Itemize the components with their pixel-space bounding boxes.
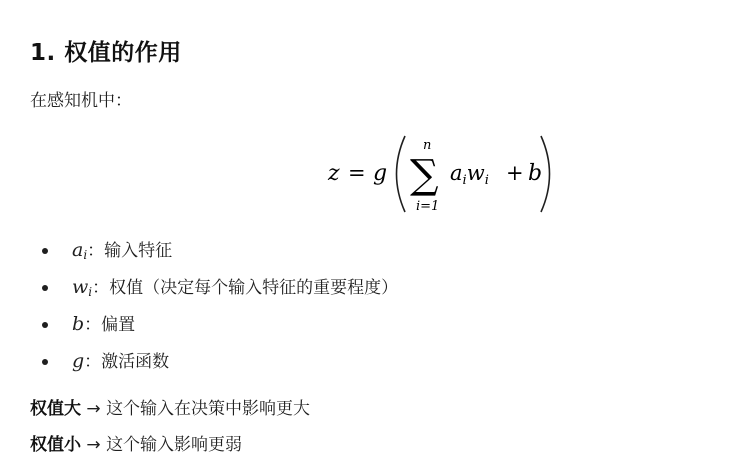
- list-item: [30, 232, 398, 269]
- variable-symbol: g: [72, 350, 85, 372]
- conclusion-text: 这个输入影响更弱: [106, 435, 243, 455]
- section-heading: 1. 权值的作用: [30, 40, 182, 66]
- perceptron-formula: [326, 130, 566, 216]
- formula-func: g: [373, 161, 388, 186]
- variable-description: ：偏置: [84, 315, 136, 335]
- list-item: [30, 306, 398, 343]
- list-item: [30, 269, 398, 306]
- variable-description: ：输入特征: [87, 241, 173, 261]
- conclusion-small-weight: [30, 430, 242, 455]
- formula-lhs: z: [328, 161, 340, 186]
- svg-text:aiwi: [450, 161, 489, 188]
- variable-description: ：权值（决定每个输入特征的重要程度）: [92, 278, 399, 298]
- formula-plus: +: [506, 161, 524, 185]
- intro-text: 在感知机中：: [30, 91, 132, 111]
- term-w: w: [466, 161, 485, 185]
- sum-upper-limit: n: [423, 138, 432, 153]
- variable-symbol: $w_i$: [72, 276, 93, 299]
- bullet-dot: [42, 285, 48, 291]
- term-a: a: [450, 161, 463, 185]
- term-w-sub: i: [484, 173, 489, 188]
- term-a-sub: i: [462, 173, 467, 188]
- conclusion-term: 权值大: [30, 399, 81, 419]
- variable-symbol: $a_i$: [72, 239, 88, 262]
- sum-lower-limit: i=1: [416, 199, 440, 214]
- sum-symbol: ∑: [410, 152, 439, 198]
- variable-symbol: b: [72, 313, 85, 335]
- formula-left-paren: [397, 136, 406, 212]
- formula-right-paren: [541, 136, 550, 212]
- formula-equals: =: [348, 161, 366, 185]
- conclusion-large-weight: [30, 394, 310, 419]
- bullet-dot: [42, 322, 48, 328]
- conclusion-text: 这个输入在决策中影响更大: [106, 399, 311, 419]
- variable-list: [30, 232, 398, 380]
- variable-description: ：激活函数: [84, 352, 170, 372]
- arrow-icon: →: [86, 435, 101, 455]
- conclusion-term: 权值小: [30, 435, 81, 455]
- arrow-icon: →: [86, 399, 101, 419]
- list-item: [30, 343, 398, 380]
- bullet-dot: [42, 248, 48, 254]
- formula-bias: b: [528, 161, 543, 186]
- bullet-dot: [42, 359, 48, 365]
